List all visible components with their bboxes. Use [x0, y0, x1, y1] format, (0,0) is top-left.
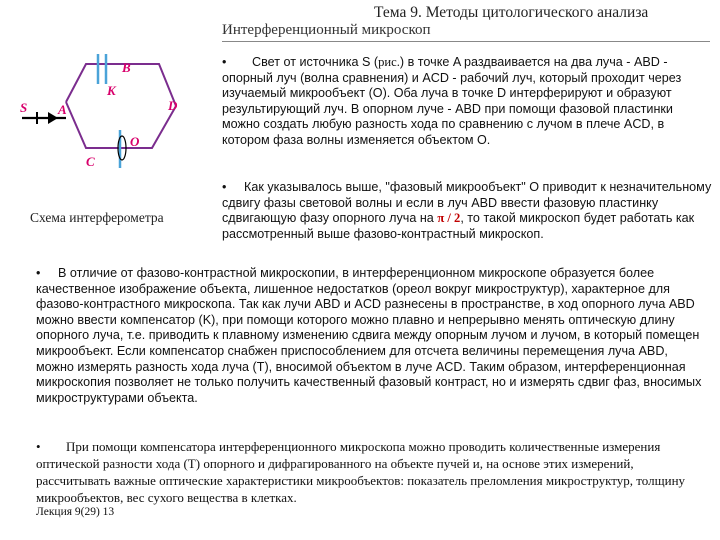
- pi-over-two: π / 2: [437, 211, 461, 226]
- page-title: Тема 9. Методы цитологического анализа: [374, 4, 649, 21]
- paragraph-phase-object: [222, 180, 714, 242]
- label-s: S: [20, 100, 28, 115]
- paragraph-text: Свет от источника S (: [252, 55, 379, 69]
- page-subtitle: Интерференционный микроскоп: [222, 22, 431, 38]
- paragraph-text: , то такой микроскоп будет работать как рассмотренный выше фазово-контрастный микроскоп.: [222, 211, 695, 241]
- bullet: •: [222, 180, 227, 194]
- paragraph-comparison: [36, 266, 708, 406]
- label-b: B: [122, 60, 131, 75]
- reference-path-abd: [66, 64, 176, 106]
- paragraph-source-split: [222, 55, 712, 149]
- bullet: •: [36, 266, 41, 280]
- label-a: A: [58, 102, 67, 117]
- paragraph-measurements: [36, 438, 708, 506]
- bullet: •: [36, 439, 41, 454]
- figure-ref: рис.: [378, 55, 400, 69]
- paragraph-text: При помощи компенсатора интерференционного микроскопа можно проводить количественные измерения оптической разности хода (T) опорного и дифрагированного на объекте пучей и, на основе этих измерений, рассчитывать важные оптические характеристики микрообъектов: показатель преломления микроструктур, толщину микрообъектов, вес сухого вещества в клетках.: [36, 439, 686, 505]
- footer-lecture-number: Лекция 9(29) 13: [36, 506, 115, 518]
- interferometer-diagram: [14, 50, 214, 185]
- paragraph-text: ) в точке A раздваивается на два луча - ABD - опорный луч (волна сравнения) и ACD - рабочий луч, который проходит через изучаемый микрообъект (O). Оба луча в точке D интерферируют и образуют результирующий луч. В опорном луче - ABD при помощи фазовой пластинки можно создать любую разность хода по сравнению с лучом в плече ACD, в котором фаза волны изменяется объектом O.: [222, 55, 682, 147]
- paragraph-text: В отличие от фазово-контрастной микроскопии, в интерференционном микроскопе образуется более качественное изображение объекта, лишенное недостатков (ореол вокруг микроструктур), характерное для фазово-контрастного микроскопа. Так как лучи ABD и ACD разнесены в пространстве, в ход опорного луча ABD можно ввести компенсатор (K), при помощи которого можно плавно и непрерывно менять оптическую длину опорного луча, т.е. приводить к плавному изменению сдвига между опорным лучом и лучом, в который помещен микрообъект. Если компенсатор снабжен приспособлением для отсчета величины перемещения луча ABD, можно измерять разность хода луча (T), вносимой объектом в луче ACD. Таким образом, интерференционная микроскопия позволяет не только получить качественный фазовый контраст, но и измерять сдвиг фаз, вносимых микроструктурами объекта.: [36, 266, 702, 405]
- bullet: •: [222, 55, 227, 69]
- arrow-icon: [48, 112, 58, 124]
- title-divider: [222, 41, 710, 42]
- label-d: D: [168, 98, 178, 113]
- diagram-caption: Схема интерферометра: [30, 210, 164, 225]
- label-k: K: [107, 83, 116, 98]
- label-c: C: [86, 154, 95, 169]
- paragraph-text: Как указывалось выше, "фазовый микрообъект" O приводит к незначительному сдвигу фазы световой волны и если в луч ABD ввести фазовую пластинку сдвигающую фазу опорного луча на: [222, 180, 712, 226]
- label-o: O: [130, 134, 140, 149]
